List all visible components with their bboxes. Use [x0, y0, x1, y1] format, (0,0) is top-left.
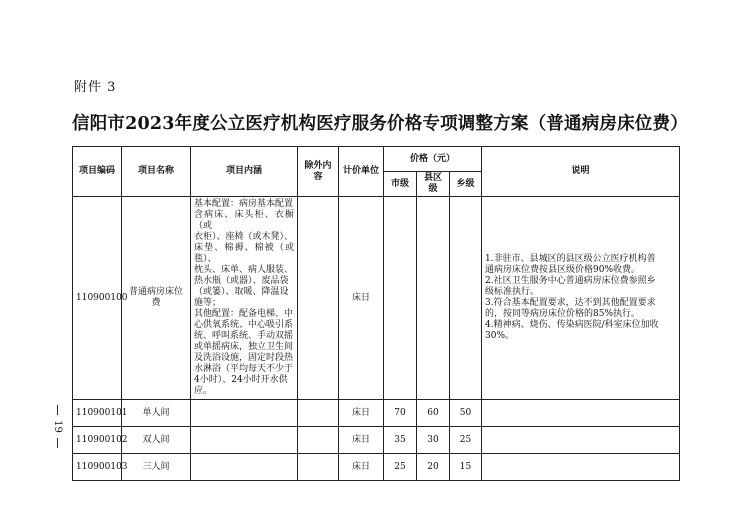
cell-unit: 床日: [339, 197, 384, 400]
page-number: [42, 405, 72, 465]
content-line: 应。: [194, 386, 213, 396]
cell-county: [417, 197, 450, 400]
cell-unit: 床日: [339, 454, 384, 481]
content-line: 含病床、床头柜、衣橱（或: [194, 210, 294, 231]
content-line: 施等；: [194, 298, 222, 308]
content-line: 衣柜）、座椅（或木凳）、: [194, 232, 294, 242]
cell-content: [191, 454, 298, 481]
cell-exclusion: [298, 454, 339, 481]
content-line: 枕头、床单、病人服装、: [194, 265, 294, 275]
cell-unit: 床日: [339, 400, 384, 427]
header-name: 项目名称: [122, 147, 191, 197]
header-note: 说明: [482, 147, 680, 197]
header-city: 市级: [384, 172, 417, 197]
header-township: 乡级: [450, 172, 482, 197]
page-number-text: 19: [51, 420, 63, 433]
cell-note: [482, 427, 680, 454]
cell-name: 单人间: [122, 400, 191, 427]
content-line: 及洗浴设施，固定时段热: [194, 353, 294, 363]
note-line: 4.精神病、烧伤、传染病医院/科室床位加收: [485, 320, 659, 330]
table-row: [73, 454, 680, 481]
cell-note: [482, 197, 680, 400]
cell-township: 25: [450, 427, 482, 454]
cell-code: 110900103: [73, 454, 122, 481]
cell-city: 35: [384, 427, 417, 454]
header-exclusion: 除外内容: [298, 147, 339, 197]
content-line: 基本配置：病房基本配置: [194, 199, 294, 209]
cell-name: 三人间: [122, 454, 191, 481]
cell-unit: 床日: [339, 427, 384, 454]
content-line: 统、呼叫系统、手动双摇: [194, 331, 294, 341]
cell-code: 110900101: [73, 400, 122, 427]
attachment-label: 附件 3: [74, 80, 117, 95]
cell-county: 20: [417, 454, 450, 481]
cell-city: 70: [384, 400, 417, 427]
cell-county: 30: [417, 427, 450, 454]
content-line: 水淋浴（平均每天不少于: [194, 364, 294, 374]
note-line: 2.社区卫生服务中心普通病房床位费参照乡: [485, 276, 656, 286]
cell-content: [191, 197, 298, 400]
cell-county: 60: [417, 400, 450, 427]
cell-code: 110900100: [73, 197, 122, 400]
document-title: 信阳市2023年度公立医疗机构医疗服务价格专项调整方案（普通病房床位费）: [72, 114, 688, 134]
header-code: 项目编码: [73, 147, 122, 197]
cell-city: [384, 197, 417, 400]
content-line: 床垫、棉褥、棉被（或毯）、: [194, 243, 294, 264]
table-row: [73, 400, 680, 427]
cell-note: [482, 400, 680, 427]
cell-content: [191, 400, 298, 427]
note-line: 1.非驻市、县城区的县区级公立医疗机构普: [485, 254, 656, 264]
header-unit: 计价单位: [339, 147, 384, 197]
content-line: 或单摇病床，独立卫生间: [194, 342, 294, 352]
header-price: 价格（元）: [384, 147, 482, 172]
header-county: 县区级: [417, 172, 450, 197]
cell-township: 15: [450, 454, 482, 481]
content-line: 4小时）、24小时开水供: [194, 375, 288, 385]
cell-name: 双人间: [122, 427, 191, 454]
content-line: （或篓）、取暖、降温设: [194, 287, 289, 297]
pricing-table: [72, 146, 680, 481]
cell-code: 110900102: [73, 427, 122, 454]
cell-note: [482, 454, 680, 481]
note-line: 通病房床位费按县区级价格90%收费。: [485, 265, 641, 275]
cell-township: [450, 197, 482, 400]
note-line: 3.符合基本配置要求，达不到其他配置要求: [485, 298, 656, 308]
content-line: 其他配置：配备电梯、中: [194, 309, 294, 319]
cell-exclusion: [298, 197, 339, 400]
cell-township: 50: [450, 400, 482, 427]
note-line: 级标准执行。: [485, 287, 540, 297]
cell-name: 普通病房床位费: [122, 197, 191, 400]
table-row: [73, 427, 680, 454]
content-line: 热水瓶（或器）、废品袋: [194, 276, 289, 286]
cell-content: [191, 427, 298, 454]
content-line: 心供氧系统、中心吸引系: [194, 320, 294, 330]
cell-exclusion: [298, 427, 339, 454]
note-line: 30%。: [485, 331, 515, 341]
cell-exclusion: [298, 400, 339, 427]
note-line: 的，按同等病房床位价格的85%执行。: [485, 309, 641, 319]
table-row-main: [73, 197, 680, 400]
cell-city: 25: [384, 454, 417, 481]
header-content: 项目内涵: [191, 147, 298, 197]
